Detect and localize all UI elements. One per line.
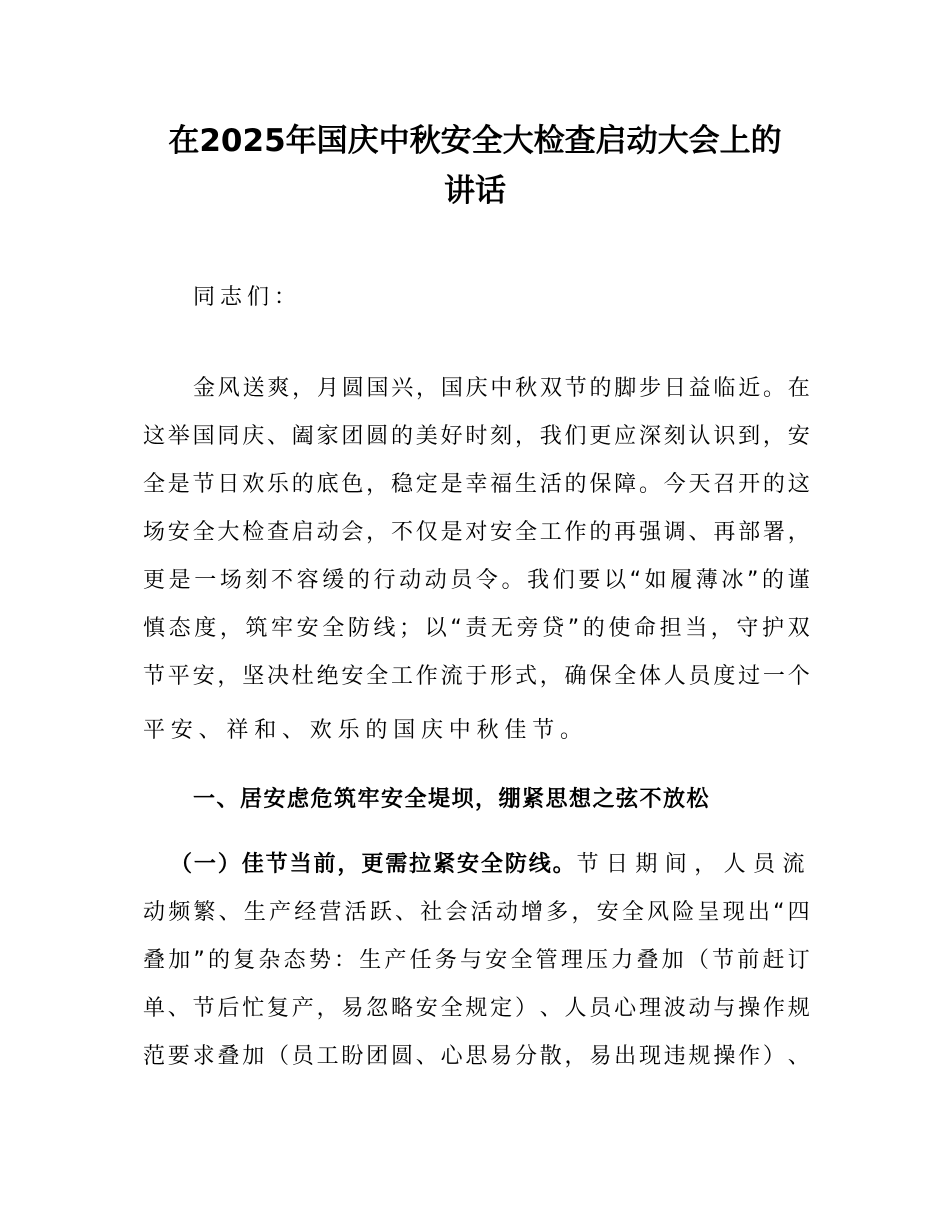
document-title-line-2: 讲话 (444, 173, 506, 209)
text-line: 慎 态 度 ， 筑 牢 安 全 防 线 ； 以 “ 责 无 旁 贷 ” 的 使 命 担 当 ， 守 护 双 (143, 616, 810, 641)
text-line: 更 是 一 场 刻 不 容 缓 的 行 动 动 员 令 。 我 们 要 以 “ 如 履 薄 冰 ” 的 谨 (143, 568, 810, 593)
subheading-bold: （一）佳节当前，更需拉紧安全防线。 (170, 852, 577, 877)
text-line: 单 、 节 后 忙 复 产 ， 易 忽 略 安 全 规 定 ） 、 人 员 心 理 波 动 与 操 作 规 (143, 996, 810, 1021)
section-heading-1: 一、居安虑危筑牢安全堤坝，绷紧思想之弦不放松 (193, 787, 711, 812)
salutation: 同志们： (193, 285, 302, 310)
text-line: 节 平 安 ， 坚 决 杜 绝 安 全 工 作 流 于 形 式 ， 确 保 全 体 人 员 度 过 一 个 (143, 664, 810, 689)
text-line: 范 要 求 叠 加 （ 员 工 盼 团 圆 、 心 思 易 分 散 ， 易 出 现 违 规 操 作 ） 、 (143, 1044, 810, 1069)
text-line: 动 频 繁 、 生 产 经 营 活 跃 、 社 会 活 动 增 多 ， 安 全 风 险 呈 现 出 “ 四 (143, 900, 810, 925)
document-title-line-1: 在2025年国庆中秋安全大检查启动大会上的 (168, 123, 782, 159)
text-line: 叠 加 ” 的 复 杂 态 势 ： 生 产 任 务 与 安 全 管 理 压 力 叠 加 （ 节 前 赶 订 (143, 948, 810, 973)
text-line: 金 风 送 爽 ， 月 圆 国 兴 ， 国 庆 中 秋 双 节 的 脚 步 日 益 临 近 。 在 (193, 376, 810, 401)
subheading-rest: 节日期间，人员流 (576, 852, 810, 877)
subheading-line (170, 850, 810, 880)
text-line: 全 是 节 日 欢 乐 的 底 色 ， 稳 定 是 幸 福 生 活 的 保 障 。 今 天 召 开 的 这 (143, 472, 810, 497)
text-line: 场 安 全 大 检 查 启 动 会 ， 不 仅 是 对 安 全 工 作 的 再 强 调 、 再 部 署 ， (143, 520, 810, 545)
text-line: 这 举 国 同 庆 、 阖 家 团 圆 的 美 好 时 刻 ， 我 们 更 应 深 刻 认 识 到 ， 安 (143, 424, 810, 449)
text-line: 平安、祥和、欢乐的国庆中秋佳节。 (143, 718, 588, 743)
